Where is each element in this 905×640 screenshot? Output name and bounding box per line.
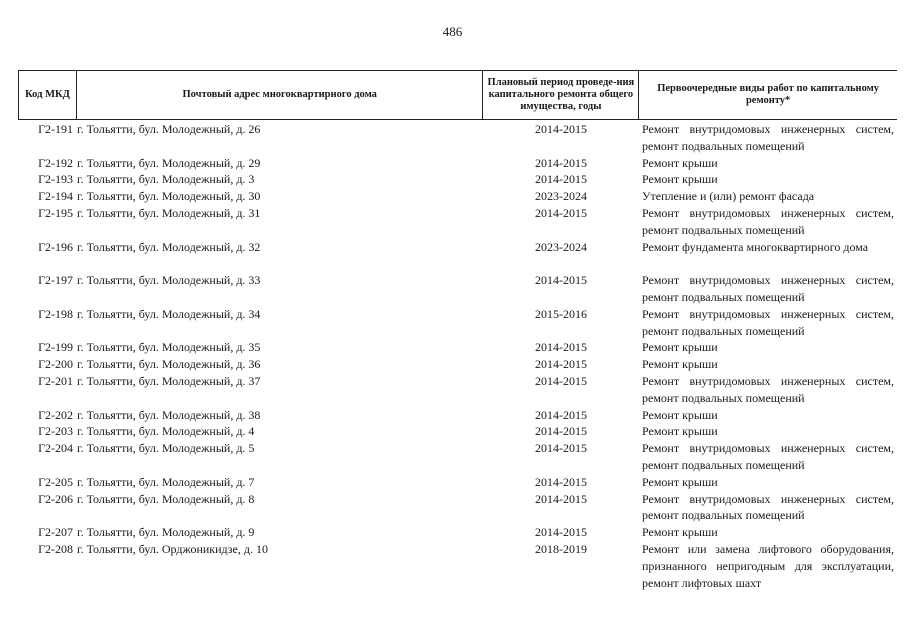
row-address: г. Тольятти, бул. Молодежный, д. 3 [77,172,255,187]
row-works [639,407,897,424]
row-address: г. Тольятти, бул. Молодежный, д. 36 [77,357,261,372]
row-period: 2014-2015 [535,172,587,187]
row-code: Г2-196 [38,239,73,254]
row-period: 2014-2015 [535,424,587,439]
works-line: Ремонт внутридомовых инженерных систем, [642,306,894,321]
row-code: Г2-192 [38,155,73,170]
row-code: Г2-197 [38,273,73,288]
table-row [18,491,897,525]
row-address: г. Тольятти, бул. Молодежный, д. 33 [77,273,261,288]
works-line: признанного непригодным для эксплуатации, [642,558,894,573]
row-code: Г2-195 [38,205,73,220]
row-address: г. Тольятти, бул. Молодежный, д. 29 [77,155,261,170]
row-code: Г2-207 [38,525,73,540]
works-line: ремонт подвальных помещений [642,457,805,472]
works-line: ремонт подвальных помещений [642,390,805,405]
works-line: Ремонт крыши [642,474,718,489]
table-row [18,423,897,440]
row-address: г. Тольятти, бул. Молодежный, д. 26 [77,122,261,136]
table-row [18,188,897,205]
table-row [18,121,897,155]
header-period: Плановый период проведе-ния капитального ремонта общего имущества, годы [483,71,639,119]
row-address: г. Тольятти, бул. Молодежный, д. 30 [77,189,261,204]
works-line: ремонт подвальных помещений [642,138,805,153]
row-period: 2014-2015 [535,122,587,136]
row-address: г. Тольятти, бул. Орджоникидзе, д. 10 [77,541,268,556]
works-line: Ремонт крыши [642,357,718,372]
table-header [18,70,897,120]
table-row [18,440,897,474]
works-line: Ремонт фундамента многоквартирного дома [642,239,869,254]
row-works [639,491,897,525]
row-code: Г2-201 [38,373,73,388]
works-line [642,255,897,272]
table-row [18,155,897,172]
row-period: 2014-2015 [535,155,587,170]
row-period: 2014-2015 [535,474,587,489]
table-row [18,272,897,306]
works-line: Ремонт крыши [642,525,718,540]
row-period: 2014-2015 [535,357,587,372]
page-number: 486 [442,24,463,39]
row-works [639,205,897,239]
header-address: Почтовый адрес многоквартирного дома [77,71,484,119]
row-code: Г2-205 [38,474,73,489]
row-works [639,440,897,474]
row-address: г. Тольятти, бул. Молодежный, д. 31 [77,205,261,220]
table-row [18,541,897,591]
row-works [639,339,897,356]
row-code: Г2-200 [38,357,73,372]
row-address: г. Тольятти, бул. Молодежный, д. 5 [77,441,255,456]
table-row [18,407,897,424]
row-code: Г2-194 [38,189,73,204]
table-row [18,171,897,188]
row-code: Г2-191 [38,122,73,136]
works-line: Ремонт внутридомовых инженерных систем, [642,122,894,136]
row-address: г. Тольятти, бул. Молодежный, д. 35 [77,340,261,355]
works-line: Ремонт крыши [642,407,718,422]
row-code: Г2-208 [38,541,73,556]
works-line: Ремонт или замена лифтового оборудования, [642,541,894,556]
works-line: Ремонт крыши [642,172,718,187]
works-line: Утепление и (или) ремонт фасада [642,189,815,204]
header-works: Первоочередные виды работ по капитальному ремонту* [657,83,880,106]
row-period: 2018-2019 [535,541,587,556]
row-period: 2014-2015 [535,273,587,288]
row-address: г. Тольятти, бул. Молодежный, д. 32 [77,239,261,254]
row-code: Г2-193 [38,172,73,187]
row-works [639,155,897,172]
works-line: ремонт подвальных помещений [642,323,805,338]
row-period: 2015-2016 [535,306,587,321]
row-period: 2014-2015 [535,407,587,422]
row-works [639,171,897,188]
table-row [18,205,897,239]
row-period: 2014-2015 [535,340,587,355]
row-address: г. Тольятти, бул. Молодежный, д. 7 [77,474,255,489]
works-line: Ремонт внутридомовых инженерных систем, [642,441,894,456]
row-works [639,474,897,491]
row-works [639,423,897,440]
row-period: 2023-2024 [535,239,587,254]
row-works [639,188,897,205]
row-address: г. Тольятти, бул. Молодежный, д. 9 [77,525,255,540]
row-period: 2014-2015 [535,525,587,540]
row-period: 2014-2015 [535,205,587,220]
header-code: Код МКД [19,71,77,119]
row-address: г. Тольятти, бул. Молодежный, д. 34 [77,306,261,321]
row-works [639,121,897,155]
row-works [639,272,897,306]
table-row [18,306,897,340]
table-row [18,524,897,541]
row-period: 2023-2024 [535,189,587,204]
table-row [18,239,897,273]
table-row [18,373,897,407]
row-code: Г2-206 [38,491,73,506]
row-period: 2014-2015 [535,373,587,388]
works-line: Ремонт внутридомовых инженерных систем, [642,205,894,220]
row-code: Г2-203 [38,424,73,439]
row-period: 2014-2015 [535,491,587,506]
works-line: ремонт подвальных помещений [642,508,805,523]
works-line: Ремонт внутридомовых инженерных систем, [642,491,894,506]
row-works [639,373,897,407]
row-address: г. Тольятти, бул. Молодежный, д. 38 [77,407,261,422]
row-address: г. Тольятти, бул. Молодежный, д. 8 [77,491,255,506]
table-body [18,121,897,591]
row-code: Г2-199 [38,340,73,355]
works-line: Ремонт крыши [642,424,718,439]
row-works [639,541,897,591]
works-line: Ремонт внутридомовых инженерных систем, [642,373,894,388]
row-works [639,239,897,273]
table-row [18,339,897,356]
works-line: ремонт лифтовых шахт [642,575,762,590]
row-works [639,306,897,340]
works-line: Ремонт внутридомовых инженерных систем, [642,273,894,288]
row-address: г. Тольятти, бул. Молодежный, д. 37 [77,373,261,388]
row-period: 2014-2015 [535,441,587,456]
row-code: Г2-204 [38,441,73,456]
row-works [639,524,897,541]
works-line: ремонт подвальных помещений [642,289,805,304]
row-works [639,356,897,373]
row-code: Г2-198 [38,306,73,321]
row-address: г. Тольятти, бул. Молодежный, д. 4 [77,424,255,439]
works-line: ремонт подвальных помещений [642,222,805,237]
table-row [18,356,897,373]
row-code: Г2-202 [38,407,73,422]
table-row [18,474,897,491]
works-line: Ремонт крыши [642,340,718,355]
works-line: Ремонт крыши [642,155,718,170]
